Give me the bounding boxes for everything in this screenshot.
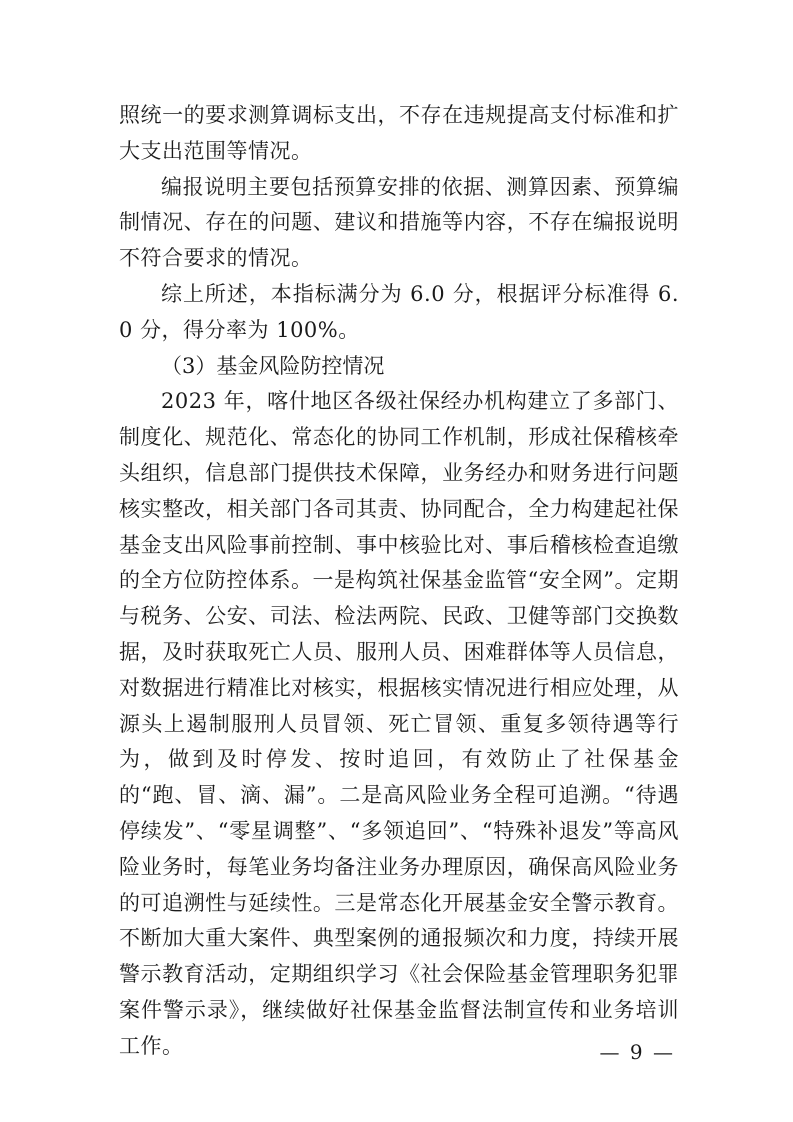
- paragraph-continuation: 照统一的要求测算调标支出，不存在违规提高支付标准和扩大支出范围等情况。: [119, 103, 679, 163]
- paragraph-compilation-notes: 编报说明主要包括预算安排的依据、测算因素、预算编制情况、存在的问题、建议和措施等内容，不存在编报说明不符合要求的情况。: [119, 174, 679, 271]
- page-number: — 9 —: [599, 1040, 675, 1064]
- document-body: [119, 98, 679, 1065]
- section-heading-fund-risk-control: （3）基金风险防控情况: [161, 353, 385, 378]
- paragraph-risk-control-details: 2023 年，喀什地区各级社保经办机构建立了多部门、制度化、规范化、常态化的协同工作机制，形成社保稽核牵头组织，信息部门提供技术保障，业务经办和财务进行问题核实整改，相关部门各司其责、协同配合，全力构建起社保基金支出风险事前控制、事中核验比对、事后稽核检查追缴的全方位防控体系。一是构筑社保基金监管“安全网”。定期与税务、公安、司法、检法两院、民政、卫健等部门交换数据，及时获取死亡人员、服刑人员、困难群体等人员信息，对数据进行精准比对核实，根据核实情况进行相应处理，从源头上遏制服刑人员冒领、死亡冒领、重复多领待遇等行为，做到及时停发、按时追回，有效防止了社保基金的“跑、冒、滴、漏”。二是高风险业务全程可追溯。“待遇停续发”、“零星调整”、“多领追回”、“特殊补退发”等高风险业务时，每笔业务均备注业务办理原因，确保高风险业务的可追溯性与延续性。三是常态化开展基金安全警示教育。不断加大重大案件、典型案例的通报频次和力度，持续开展警示教育活动，定期组织学习《社会保险基金管理职务犯罪案件警示录》，继续做好社保基金监督法制宣传和业务培训工作。: [119, 389, 679, 1058]
- paragraph-score-summary: 综上所述，本指标满分为 6.0 分，根据评分标准得 6.0 分，得分率为 100%。: [119, 281, 679, 342]
